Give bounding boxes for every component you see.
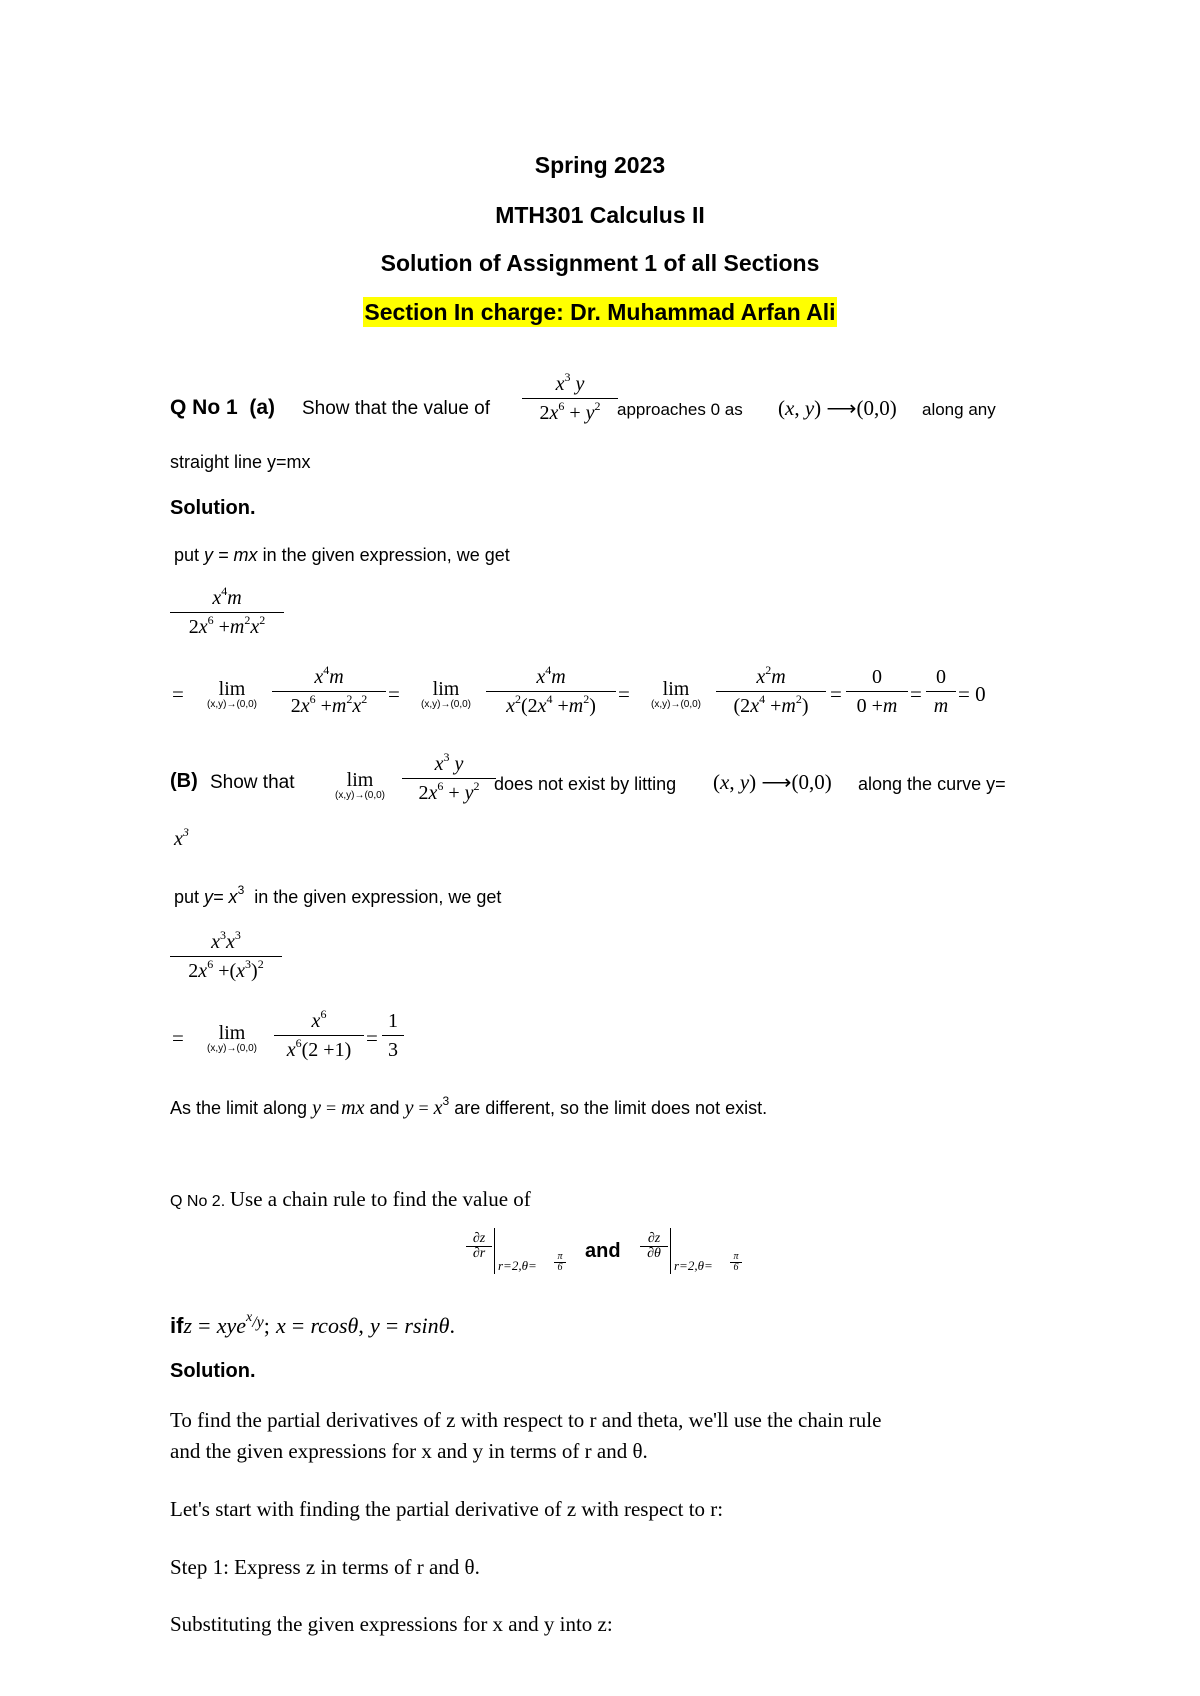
q1-show-value-text: Show that the value of <box>302 398 491 419</box>
eval-condition-1: r=2,θ= <box>498 1258 537 1273</box>
lim-b: lim (x,y)→(0,0) <box>335 769 385 801</box>
q2-and: and <box>585 1240 621 1262</box>
q1-along-any-text: along any <box>922 400 996 419</box>
q1b-along-curve-text: along the curve y= <box>858 774 1006 794</box>
lim-1: lim (x,y)→(0,0) <box>207 678 257 710</box>
equals-sign: = <box>830 682 842 706</box>
q1-put-line: put y = mx in the given expression, we get <box>174 545 510 565</box>
equals-sign: = <box>910 682 922 706</box>
q2-paragraph-1b: and the given expressions for x and y in terms of r and θ. <box>170 1439 648 1463</box>
section-incharge-text: Section In charge: Dr. Muhammad Arfan Ali <box>364 299 836 325</box>
zero-over-fraction: $\frac{0}{0 +m}$ <box>846 665 908 718</box>
q2-paragraph-2: Let's start with finding the partial derivative of z with respect to r: <box>170 1497 724 1521</box>
dz-dtheta-fraction: ∂z ∂θ <box>640 1232 668 1261</box>
result-zero: = 0 <box>958 682 986 706</box>
q2-label: Q No 2. <box>170 1193 226 1210</box>
lim-2-fraction: $\frac{x^4m}{x^2(2x^4 +m^2)}$ <box>486 665 616 718</box>
equals-sign: = <box>388 682 400 706</box>
equals-sign: = <box>172 1026 184 1050</box>
q2-step-1: Step 1: Express z in terms of r and θ. <box>170 1555 480 1579</box>
q1-solution-label: Solution. <box>170 497 256 519</box>
q1b-limit-point: (x, y) ⟶(0,0) <box>713 770 832 794</box>
q2-prompt-line <box>170 1187 531 1212</box>
q1-approaches-text: approaches 0 as <box>617 400 743 419</box>
section-incharge <box>0 299 1200 326</box>
expr-a-fraction: $\frac{x^4m}{2x^6 +m^2x^2}$ <box>170 586 284 639</box>
q1-label: Q No 1 (a) <box>170 396 276 419</box>
lim-3-fraction: $\frac{x^2m}{(2x^4 +m^2)}$ <box>716 665 826 718</box>
q1-straight-line-text: straight line y=mx <box>170 452 311 472</box>
curve-x-cubed: $x^3$ <box>174 825 189 850</box>
q1b-label: (B) <box>170 770 198 792</box>
lim-2: lim (x,y)→(0,0) <box>421 678 471 710</box>
lim-3: lim (x,y)→(0,0) <box>651 678 701 710</box>
q1-fraction: $\frac{x^3 y}{2x^6 + y^2}$ <box>522 372 618 425</box>
lim-4-fraction: $\frac{x^6}{x^6(2 +1)}$ <box>274 1009 364 1062</box>
expr-b-fraction: $\frac{x^3x^3}{2x^6 +(x^3)^2}$ <box>170 930 282 983</box>
assignment-title: Solution of Assignment 1 of all Sections <box>380 250 820 276</box>
pi-over-6: π 6 <box>554 1252 566 1273</box>
q2-paragraph-4: Substituting the given expressions for x and y into z: <box>170 1612 613 1636</box>
eval-bar <box>670 1228 671 1274</box>
eval-condition-2: r=2,θ= <box>674 1258 713 1273</box>
pi-over-6: π 6 <box>730 1252 742 1273</box>
lim-4: lim (x,y)→(0,0) <box>207 1022 257 1054</box>
q2-prompt: Use a chain rule to find the value of <box>229 1187 531 1211</box>
one-third-fraction: $\frac{1}{3}$ <box>382 1009 404 1062</box>
q2-solution-label: Solution. <box>170 1360 256 1382</box>
q1-conclusion: As the limit along y = mx and $y = x^3$ are different, so the limit does not exist. <box>170 1094 768 1119</box>
q2-paragraph-1: To find the partial derivatives of z with respect to r and theta, we'll use the chain rule <box>170 1408 882 1432</box>
term-heading: Spring 2023 <box>534 152 666 178</box>
eval-bar <box>494 1228 495 1274</box>
q1b-show-that-text: Show that <box>210 772 295 793</box>
equals-sign: = <box>172 682 184 706</box>
equals-sign: = <box>618 682 630 706</box>
zero-over-m-fraction: $\frac{0}{m}$ <box>926 665 956 718</box>
dz-dr-fraction: ∂z ∂r <box>466 1232 492 1261</box>
lim-1-fraction: $\frac{x^4m}{2x^6 +m^2x^2}$ <box>272 665 386 718</box>
q2-function-definition: ifz = xye$^{x/y}$; x = rcosθ, y = rsinθ. <box>170 1310 455 1338</box>
q1-limit-point: (x, y) ⟶(0,0) <box>778 396 897 420</box>
q1b-fraction: $\frac{x^3 y}{2x^6 + y^2}$ <box>402 752 496 805</box>
course-heading: MTH301 Calculus II <box>495 202 705 228</box>
q1b-not-exist-text: does not exist by litting <box>494 774 677 794</box>
q1b-put-line: put $y= x^3$ in the given expression, we get <box>174 883 502 907</box>
equals-sign: = <box>366 1026 378 1050</box>
